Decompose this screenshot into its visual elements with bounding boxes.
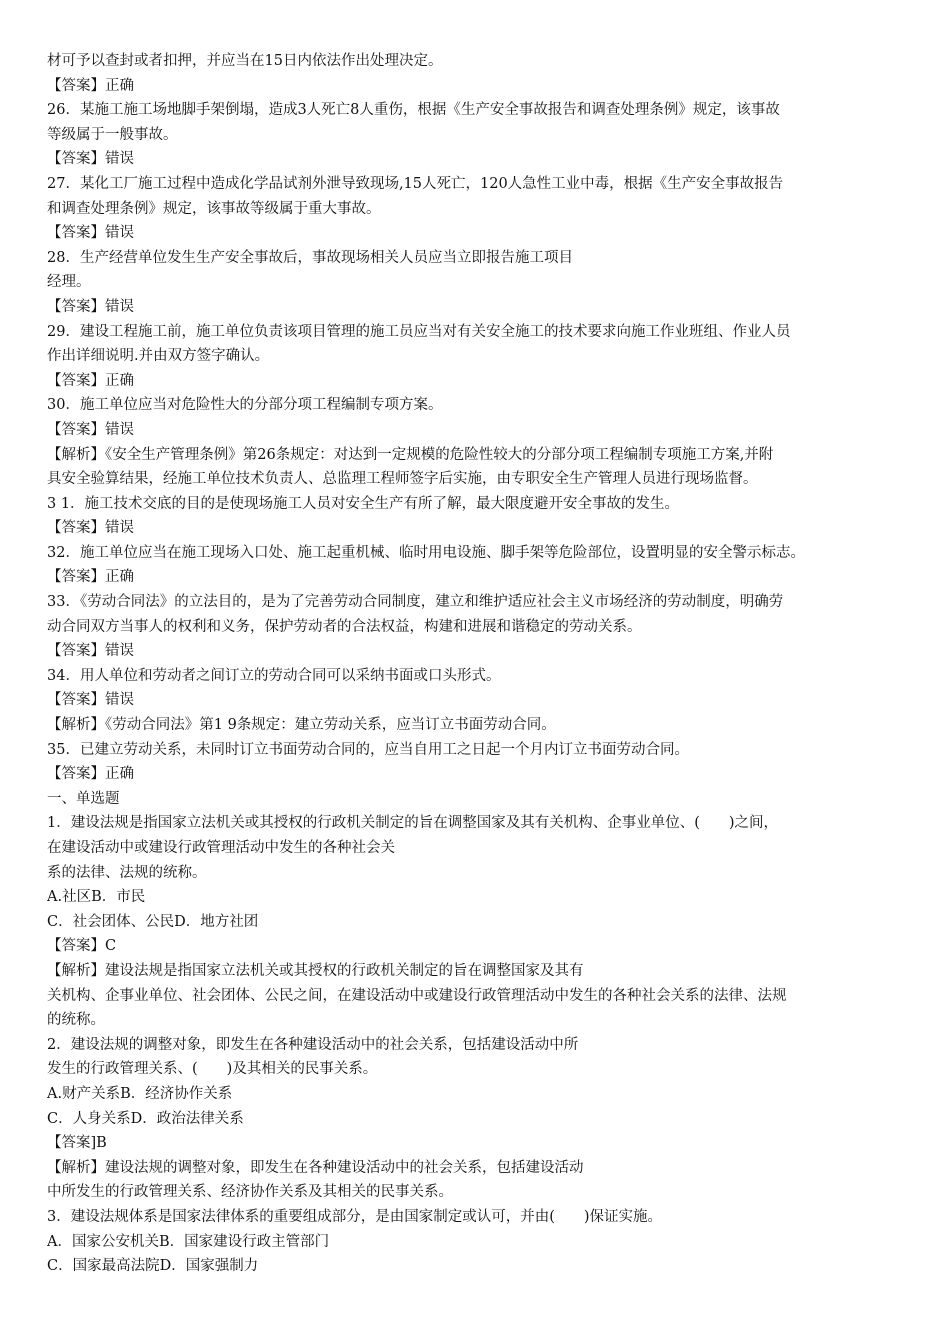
text-line: 【答案】错误 (47, 421, 134, 438)
text-line: 【解析】建设法规是指国家立法机关或其授权的行政机关制定的旨在调整国家及其有 (47, 962, 584, 979)
text-line: 【答案】正确 (47, 569, 134, 586)
text-line: 【答案】正确 (47, 372, 134, 389)
text-line: C．人身关系D．政治法律关系 (47, 1110, 244, 1127)
text-line: 【答案】错误 (47, 225, 134, 242)
text-line: 33．《劳动合同法》的立法目的，是为了完善劳动合同制度，建立和维护适应社会主义市场经济的劳动制度，明确劳 (47, 594, 784, 611)
text-line: 具安全验算结果，经施工单位技术负责人、总监理工程师签字后实施，由专职安全生产管理人员进行现场监督。 (47, 471, 758, 488)
text-line: A．国家公安机关B．国家建设行政主管部门 (47, 1233, 330, 1250)
text-line: 系的法律、法规的统称。 (47, 864, 207, 881)
text-line: 发生的行政管理关系、( )及其相关的民事关系。 (47, 1061, 378, 1078)
text-line: C．国家最高法院D．国家强制力 (47, 1258, 259, 1275)
text-line: 28．生产经营单位发生生产安全事故后，事故现场相关人员应当立即报告施工项目 (47, 249, 573, 266)
text-line: 1．建设法规是指国家立法机关或其授权的行政机关制定的旨在调整国家及其有关机构、企事业单位、( )之间， (47, 815, 779, 832)
text-line: 3．建设法规体系是国家法律体系的重要组成部分，是由国家制定或认可，并由( )保证实施。 (47, 1208, 663, 1225)
text-line: 经理。 (47, 274, 91, 291)
text-line: 【答案】错误 (47, 643, 134, 660)
text-line: 29．建设工程施工前，施工单位负责该项目管理的施工员应当对有关安全施工的技术要求向施工作业班组、作业人员 (47, 323, 791, 340)
text-line: 【答案】错误 (47, 298, 134, 315)
text-line: A.财产关系B．经济协作关系 (47, 1085, 233, 1102)
text-line: 30．施工单位应当对危险性大的分部分项工程编制专项方案。 (47, 397, 443, 414)
text-line: 和调查处理条例》规定，该事故等级属于重大事故。 (47, 200, 381, 217)
text-line: 中所发生的行政管理关系、经济协作关系及其相关的民事关系。 (47, 1184, 453, 1201)
text-line: 32．施工单位应当在施工现场入口处、施工起重机械、临时用电设施、脚手架等危险部位，设置明显的安全警示标志。 (47, 544, 805, 561)
text-line: 【答案]B (47, 1135, 107, 1152)
text-line: 34．用人单位和劳动者之间订立的劳动合同可以采纳书面或口头形式。 (47, 667, 501, 684)
text-line: 26．某施工施工场地脚手架倒塌，造成3人死亡8人重伤，根据《生产安全事故报告和调查处理条例》规定，该事故 (47, 102, 780, 119)
text-line: 作出详细说明.并由双方签字确认。 (47, 348, 270, 365)
text-line: 一、单选题 (47, 790, 120, 807)
text-line: 【解析】《安全生产管理条例》第26条规定：对达到一定规模的危险性较大的分部分项工程编制专项施工方案,并附 (47, 446, 774, 463)
text-line: 【答案】C (47, 938, 117, 955)
text-line: 等级属于一般事故。 (47, 126, 178, 143)
text-line: 27．某化工厂施工过程中造成化学品试剂外泄导致现场,15人死亡，120人急性工业中毒，根据《生产安全事故报告 (47, 175, 784, 192)
text-line: 【解析】《劳动合同法》第1 9条规定：建立劳动关系，应当订立书面劳动合同。 (47, 717, 556, 734)
text-line: 【解析】建设法规的调整对象，即发生在各种建设活动中的社会关系，包括建设活动 (47, 1159, 584, 1176)
text-line: A.社区B．市民 (47, 889, 146, 906)
text-line: 【答案】正确 (47, 77, 134, 94)
text-line: 动合同双方当事人的权利和义务，保护劳动者的合法权益，构建和进展和谐稳定的劳动关系。 (47, 618, 642, 635)
text-line: 【答案】错误 (47, 692, 134, 709)
text-line: 关机构、企事业单位、社会团体、公民之间，在建设活动中或建设行政管理活动中发生的各种社会关系的法律、法规 (47, 987, 787, 1004)
text-line: 【答案】正确 (47, 766, 134, 783)
text-line: 【答案】错误 (47, 520, 134, 537)
text-line: 2．建设法规的调整对象，即发生在各种建设活动中的社会关系，包括建设活动中所 (47, 1036, 579, 1053)
text-line: 材可予以查封或者扣押，并应当在15日内依法作出处理决定。 (47, 53, 443, 69)
text-line: 【答案】错误 (47, 151, 134, 168)
text-line: 的统称。 (47, 1012, 105, 1029)
text-line: 3 1．施工技术交底的目的是使现场施工人员对安全生产有所了解，最大限度避开安全事故的发生。 (47, 495, 680, 512)
document-body (47, 49, 912, 1279)
text-line: 35．已建立劳动关系，未同时订立书面劳动合同的，应当自用工之日起一个月内订立书面劳动合同。 (47, 741, 689, 758)
text-line: 在建设活动中或建设行政管理活动中发生的各种社会关 (47, 840, 395, 856)
text-line: C．社会团体、公民D．地方社团 (47, 913, 259, 930)
